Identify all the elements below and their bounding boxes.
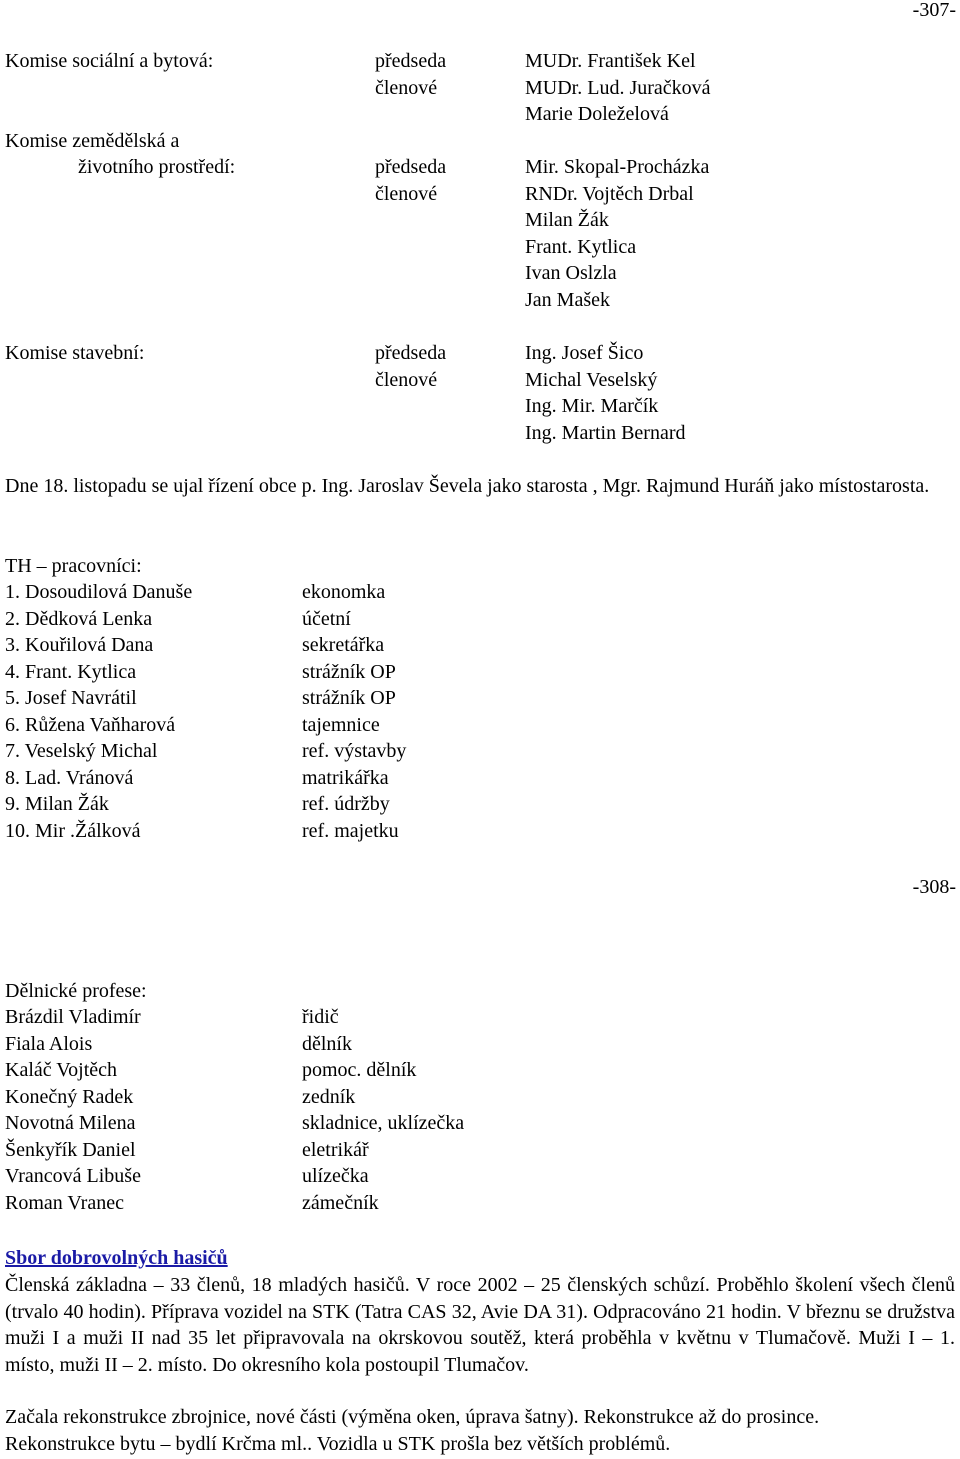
committee-member: MUDr. Lud. Juračková (525, 77, 711, 99)
worker-job: ulízečka (302, 1165, 369, 1187)
committee-role: předseda (375, 50, 447, 72)
worker-job: řidič (302, 1006, 339, 1028)
staff-job: tajemnice (302, 714, 380, 736)
staff-name: 3. Kouřilová Dana (5, 634, 154, 656)
staff-job: ref. údržby (302, 793, 390, 815)
committee-member: Mir. Skopal-Procházka (525, 156, 710, 178)
staff-name: 10. Mir .Žálková (5, 820, 141, 842)
staff-name: 5. Josef Navrátil (5, 687, 137, 709)
worker-job: skladnice, uklízečka (302, 1112, 465, 1134)
committee-role: členové (375, 183, 438, 205)
committee-member: Michal Veselský (525, 369, 658, 391)
committee-role: členové (375, 77, 438, 99)
staff-name: 6. Růžena Vaňharová (5, 714, 176, 736)
staff-name: 9. Milan Žák (5, 793, 109, 815)
committee-role: předseda (375, 342, 447, 364)
worker-name: Konečný Radek (5, 1086, 134, 1108)
staff-name: 4. Frant. Kytlica (5, 661, 137, 683)
staff-name: 1. Dosoudilová Danuše (5, 581, 193, 603)
staff-name: 7. Veselský Michal (5, 740, 158, 762)
staff-job: sekretářka (302, 634, 385, 656)
committee-member: Ing. Mir. Marčík (525, 395, 659, 417)
worker-job: eletrikář (302, 1139, 369, 1161)
worker-name: Fiala Alois (5, 1033, 93, 1055)
committee-member: Frant. Kytlica (525, 236, 637, 258)
fire-brigade-paragraph: Členská základna – 33 členů, 18 mladých hasičů. V roce 2002 – 25 členských schůzí. Proběhlo školení všech členů (trvalo 40 hodin). Příprava vozidel na STK (Tatra CAS 32, Avie DA 31). Odpracováno 21 hodin. V březnu se družstva muži I a muži II nad 35 let připravovala na okrskovou soutěž, která proběhla v květnu v Tlumačově. Muži I – 1. místo, muži II – 2. místo. Do okresního kola postoupil Tlumačov. (5, 1274, 955, 1376)
worker-job: pomoc. dělník (302, 1059, 417, 1081)
committee-member: Ing. Josef Šico (525, 342, 644, 364)
staff-job: matrikářka (302, 767, 389, 789)
committee-name: životního prostředí: (78, 156, 236, 178)
worker-name: Kaláč Vojtěch (5, 1059, 118, 1081)
page-number: -308- (912, 876, 956, 898)
staff-job: ref. výstavby (302, 740, 407, 762)
committee-member: Ivan Oslzla (525, 262, 617, 284)
staff-job: strážník OP (302, 687, 396, 709)
worker-job: zámečník (302, 1192, 379, 1214)
staff-name: 2. Dědková Lenka (5, 608, 153, 630)
management-paragraph: Dne 18. listopadu se ujal řízení obce p. Ing. Jaroslav Ševela jako starosta , Mgr. Rajmund Huráň jako místostarosta. (5, 475, 930, 497)
committee-member: RNDr. Vojtěch Drbal (525, 183, 694, 205)
committee-name: Komise sociální a bytová: (5, 50, 214, 72)
worker-job: zedník (302, 1086, 356, 1108)
committee-role: členové (375, 369, 438, 391)
fire-brigade-paragraph: Začala rekonstrukce zbrojnice, nové části (výměna oken, úprava šatny). Rekonstrukce až do prosince. (5, 1406, 820, 1428)
committee-member: Ing. Martin Bernard (525, 422, 686, 444)
staff-job: strážník OP (302, 661, 396, 683)
workers-heading: Dělnické profese: (5, 980, 147, 1002)
committee-role: předseda (375, 156, 447, 178)
page-number: -307- (912, 0, 956, 21)
staff-job: ref. majetku (302, 820, 399, 842)
staff-name: 8. Lad. Vránová (5, 767, 134, 789)
committee-member: MUDr. František Kel (525, 50, 696, 72)
worker-name: Roman Vranec (5, 1192, 124, 1214)
worker-name: Vrancová Libuše (5, 1165, 141, 1187)
worker-name: Novotná Milena (5, 1112, 136, 1134)
worker-job: dělník (302, 1033, 352, 1055)
worker-name: Brázdil Vladimír (5, 1006, 141, 1028)
staff-job: ekonomka (302, 581, 386, 603)
committee-name: Komise zemědělská a (5, 130, 180, 152)
worker-name: Šenkyřík Daniel (5, 1139, 136, 1161)
committee-member: Milan Žák (525, 209, 609, 231)
committee-member: Jan Mašek (525, 289, 610, 311)
fire-brigade-paragraph: Rekonstrukce bytu – bydlí Krčma ml.. Vozidla u STK prošla bez větších problémů. (5, 1433, 671, 1455)
staff-job: účetní (302, 608, 351, 630)
committee-name: Komise stavební: (5, 342, 145, 364)
fire-brigade-heading: Sbor dobrovolných hasičů (5, 1247, 228, 1269)
committee-member: Marie Doleželová (525, 103, 669, 125)
th-staff-heading: TH – pracovníci: (5, 555, 142, 577)
